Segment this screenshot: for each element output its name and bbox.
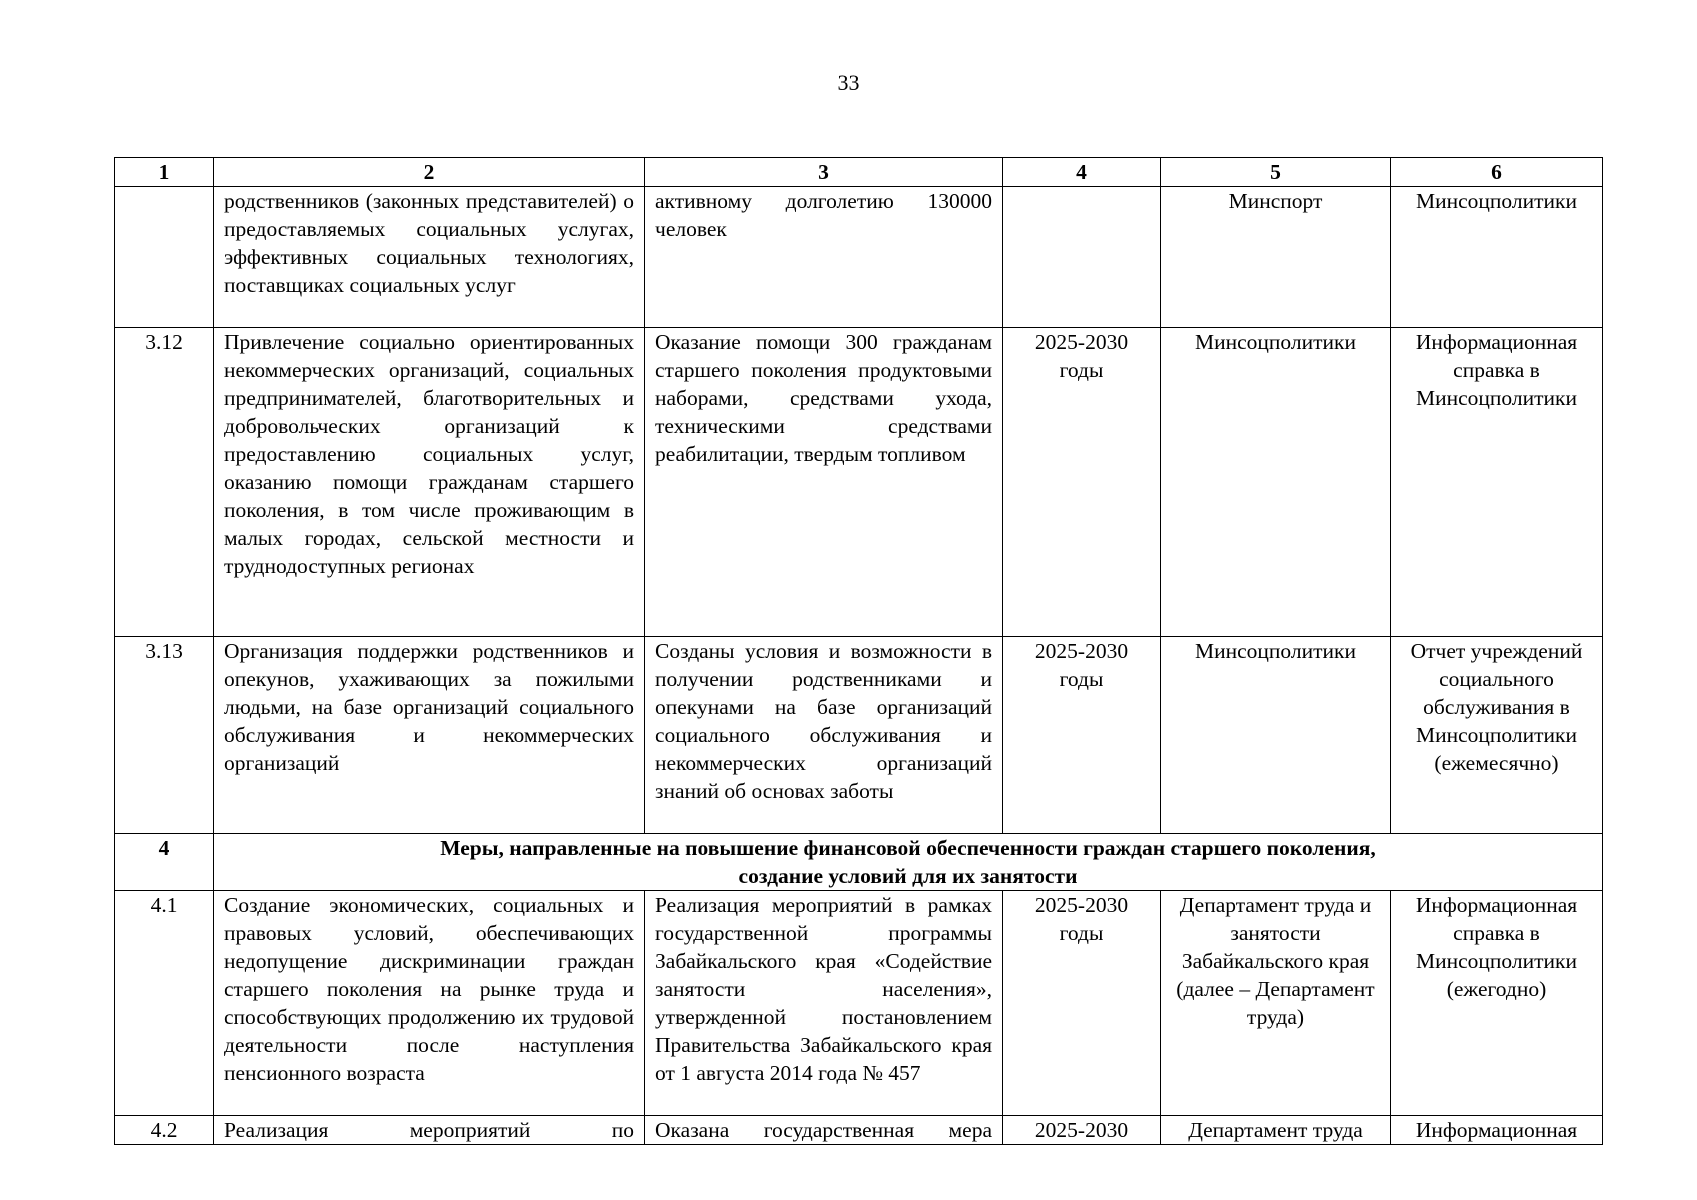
executor-cell: Минсоцполитики — [1161, 637, 1391, 834]
column-header-6: 6 — [1391, 158, 1603, 187]
column-header-3: 3 — [645, 158, 1003, 187]
measure-cell: родственников (законных представителей) о предоставляемых социальных услугах, эффективных социальных технологиях, поставщиках социальных услуг — [214, 187, 645, 328]
executor-cell: Департамент труда и занятости Забайкальского края (далее – Департамент труда) — [1161, 891, 1391, 1116]
result-cell: Оказана государственная мера — [645, 1116, 1003, 1145]
result-cell: активному долголетию 130000 человек — [645, 187, 1003, 328]
table-row — [115, 637, 1603, 834]
period-cell: 2025-2030 годы — [1003, 637, 1161, 834]
measure-cell: Создание экономических, социальных и правовых условий, обеспечивающих недопущение дискриминации граждан старшего поколения на рынке труда и способствующих продолжению их трудовой деятельности после наступления пенсионного возраста — [214, 891, 645, 1116]
report-cell: Информационная справка в Минсоцполитики (ежегодно) — [1391, 891, 1603, 1116]
measure-cell: Реализация мероприятий по — [214, 1116, 645, 1145]
section-row — [115, 834, 1603, 891]
executor-cell: Минсоцполитики — [1161, 328, 1391, 637]
executor-cell: Департамент труда — [1161, 1116, 1391, 1145]
table-header-row — [115, 158, 1603, 187]
row-number: 4.1 — [115, 891, 214, 1116]
report-cell: Информационная справка в Минсоцполитики — [1391, 328, 1603, 637]
measure-cell: Привлечение социально ориентированных некоммерческих организаций, социальных предпринимателей, благотворительных и добровольческих организаций к предоставлению социальных услуг, оказанию помощи гражданам старшего поколения, в том числе проживающим в малых городах, сельской местности и труднодоступных регионах — [214, 328, 645, 637]
report-cell: Информационная — [1391, 1116, 1603, 1145]
row-number: 3.12 — [115, 328, 214, 637]
section-title-line-1: Меры, направленные на повышение финансовой обеспеченности граждан старшего поколения, — [440, 836, 1376, 860]
period-cell: 2025-2030 годы — [1003, 891, 1161, 1116]
table-row — [115, 187, 1603, 328]
result-cell: Оказание помощи 300 гражданам старшего поколения продуктовыми наборами, средствами ухода, техническими средствами реабилитации, твердым топливом — [645, 328, 1003, 637]
table-row — [115, 328, 1603, 637]
measure-cell: Организация поддержки родственников и опекунов, ухаживающих за пожилыми людьми, на базе организаций социального обслуживания и некоммерческих организаций — [214, 637, 645, 834]
row-number: 3.13 — [115, 637, 214, 834]
section-title-line-2: создание условий для их занятости — [738, 864, 1078, 888]
row-number: 4.2 — [115, 1116, 214, 1145]
column-header-5: 5 — [1161, 158, 1391, 187]
result-cell: Созданы условия и возможности в получении родственниками и опекунами на базе организаций социального обслуживания и некоммерческих организаций знаний об основах заботы — [645, 637, 1003, 834]
table-row — [115, 1116, 1603, 1145]
period-cell: 2025-2030 годы — [1003, 328, 1161, 637]
column-header-4: 4 — [1003, 158, 1161, 187]
column-header-1: 1 — [115, 158, 214, 187]
page-number: 33 — [837, 70, 860, 95]
period-cell — [1003, 187, 1161, 328]
report-cell: Отчет учреждений социального обслуживания в Минсоцполитики (ежемесячно) — [1391, 637, 1603, 834]
section-title — [214, 834, 1603, 891]
section-number: 4 — [115, 834, 214, 891]
executor-cell: Минспорт — [1161, 187, 1391, 328]
measures-table — [114, 157, 1603, 1145]
report-cell: Минсоцполитики — [1391, 187, 1603, 328]
row-number — [115, 187, 214, 328]
column-header-2: 2 — [214, 158, 645, 187]
table-row — [115, 891, 1603, 1116]
period-cell: 2025-2030 — [1003, 1116, 1161, 1145]
result-cell: Реализация мероприятий в рамках государственной программы Забайкальского края «Содействие занятости населения», утвержденной постановлением Правительства Забайкальского края от 1 августа 2014 года № 457 — [645, 891, 1003, 1116]
